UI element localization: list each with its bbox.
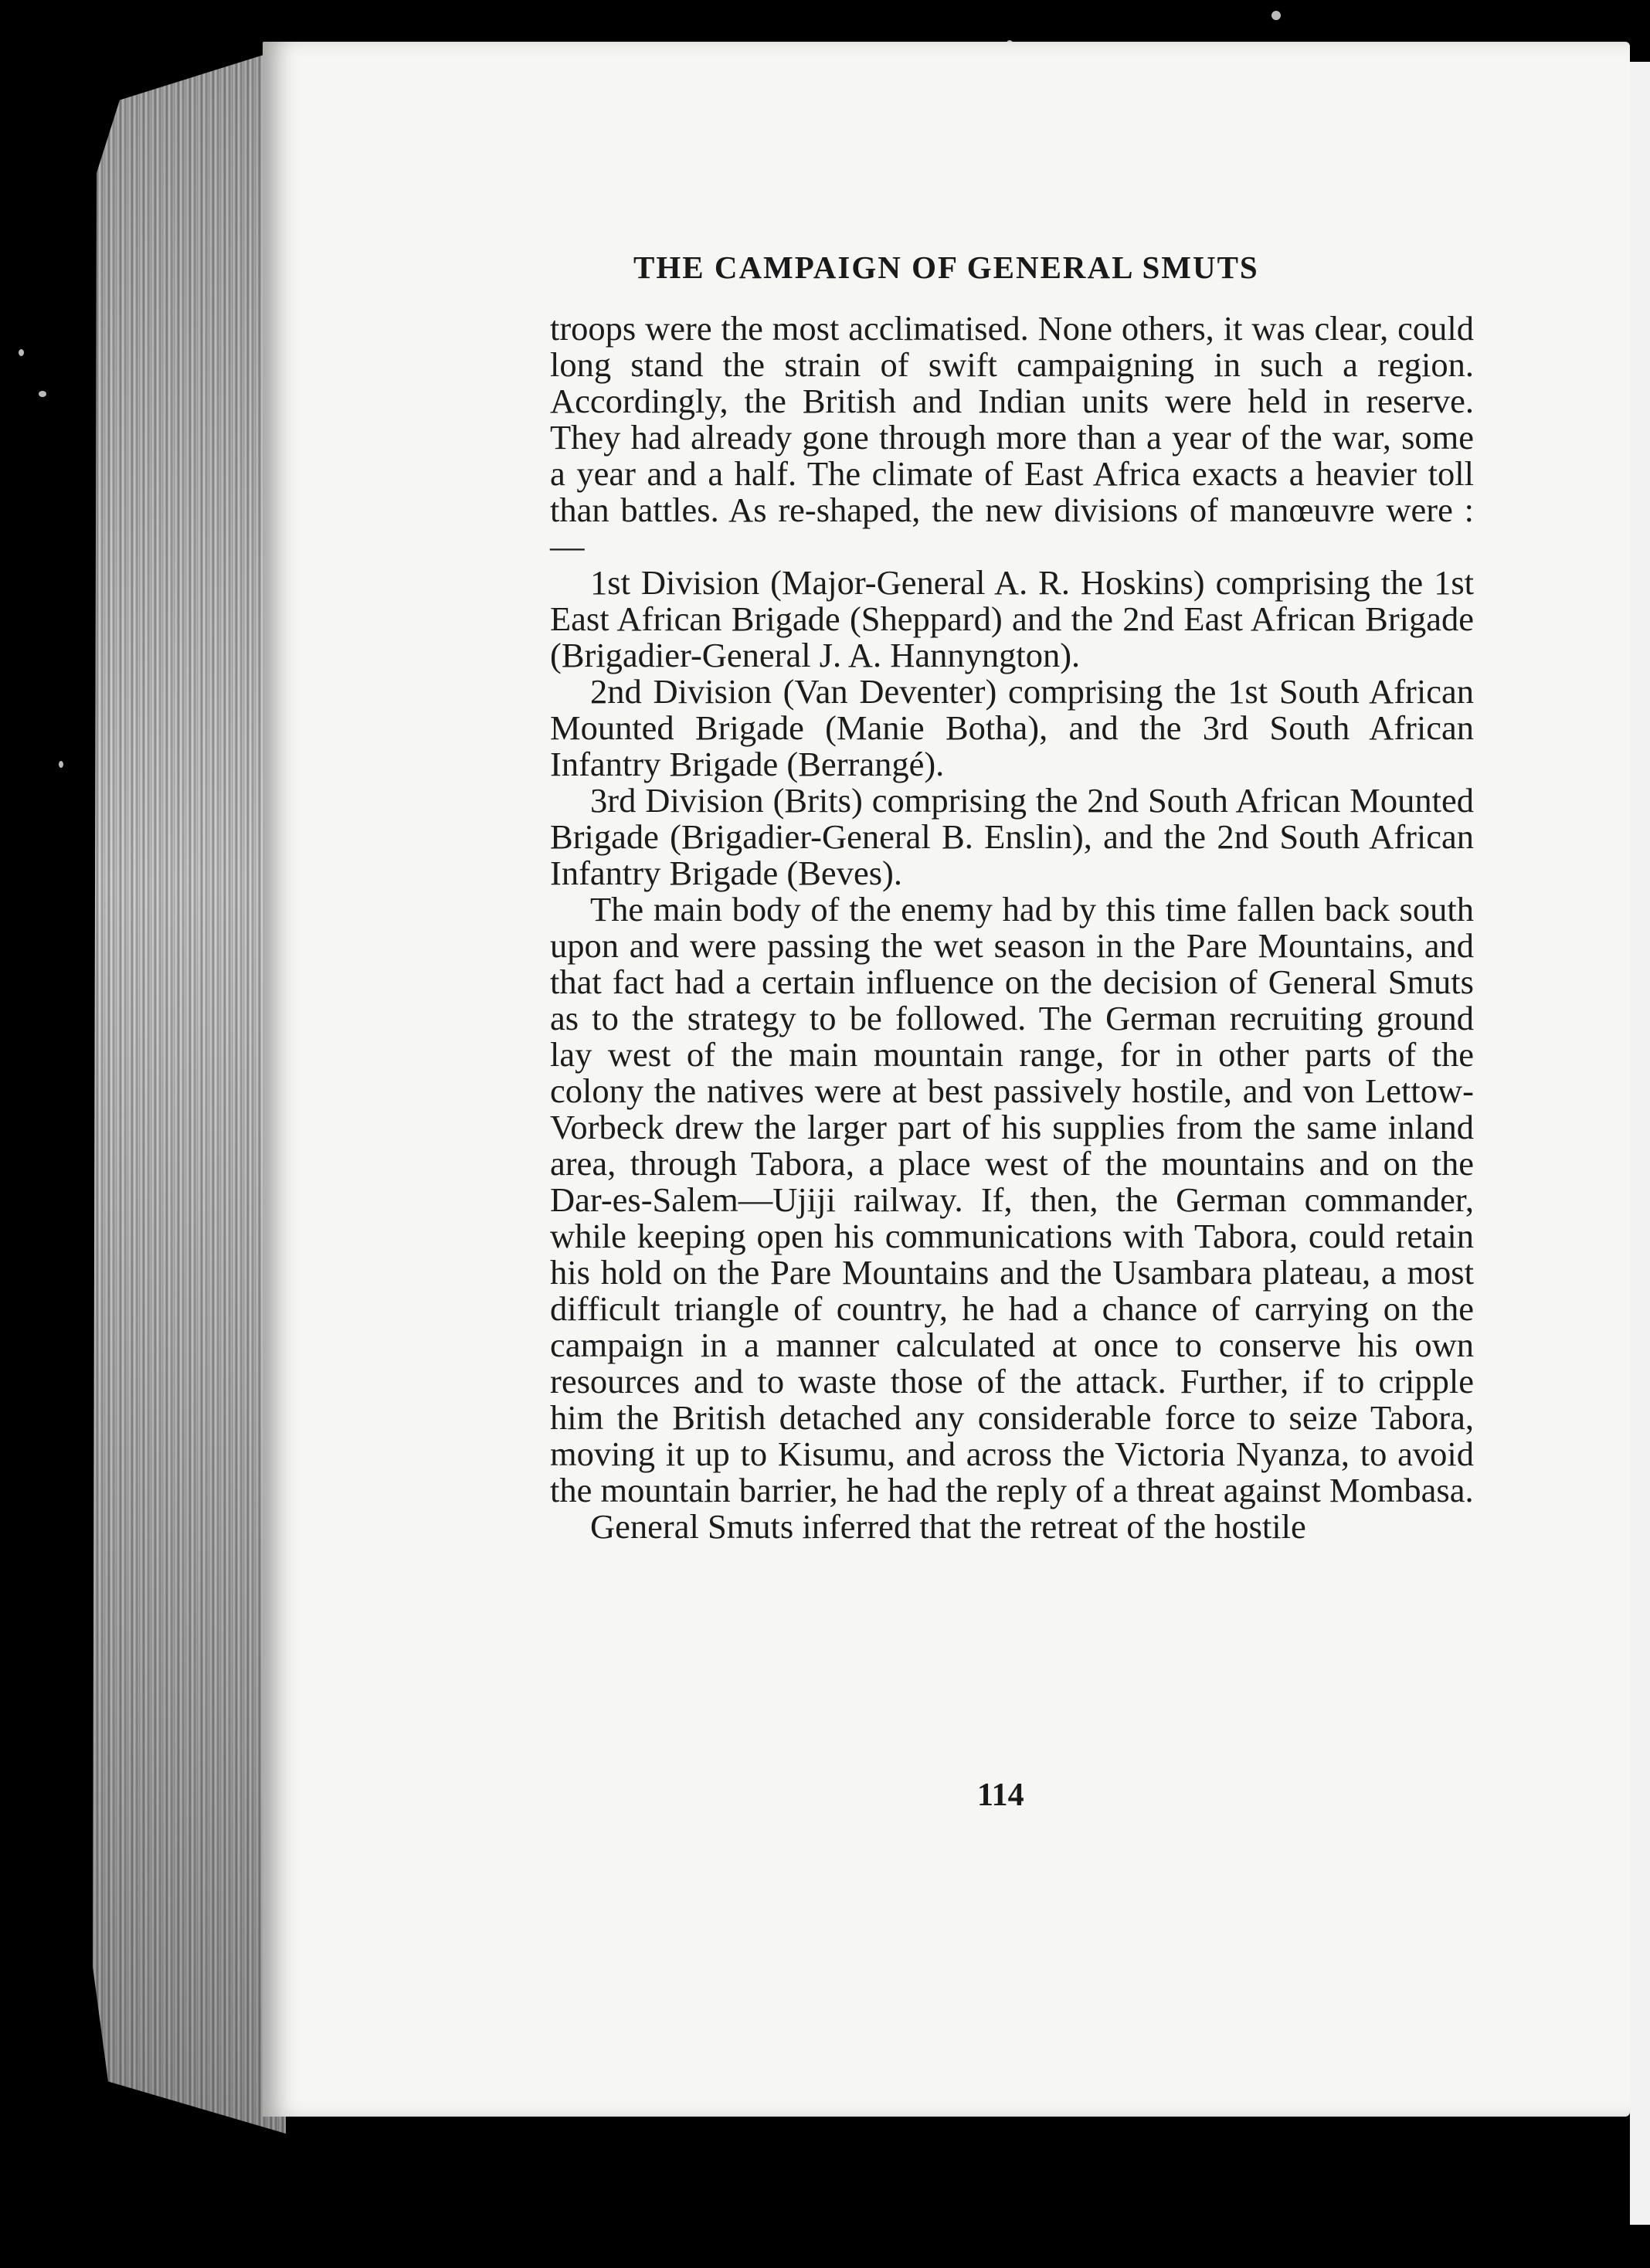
paragraph: 3rd Division (Brits) comprising the 2nd South African Mounted Brigade (Brigadier-General B. Enslin), and the 2nd South African Infantry Brigade (Beves). — [550, 781, 1474, 892]
paragraph: troops were the most acclimatised. None others, it was clear, could long stand the strain of swift campaigning in such a region. Accordingly, the British and Indian units were held in reserve. They had already gone through more than a year of the war, some a year and a half. The climate of East Africa exacts a heavier toll than battles. As re-shaped, the new divisions of manœuvre were :— — [550, 309, 1474, 565]
dust-speck — [1271, 11, 1281, 20]
paragraph: The main body of the enemy had by this time fallen back south upon and were passing the wet season in the Pare Mountains, and that fact had a certain influence on the decision of General Smuts as to the strategy to be followed. The German recruiting ground lay west of the main mountain range, for in other parts of the colony the natives were at best passively hostile, and von Lettow-Vorbeck drew the larger part of his supplies from the same inland area, through Tabora, a place west of the mountains and on the Dar-es-Salem—Ujiji railway. If, then, the German commander, while keeping open his communications with Tabora, could retain his hold on the Pare Mountains and the Usambara plateau, a most difficult triangle of country, he had a chance of carrying on the campaign in a manner calculated at once to conserve his own resources and to waste those of the attack. Further, if to cripple him the British detached any considerable force to seize Tabora, moving it up to Kisumu, and across the Victoria Nyanza, to avoid the mountain barrier, he had the reply of a threat against Mombasa. — [550, 890, 1474, 1509]
paragraph: 1st Division (Major-General A. R. Hoskins) comprising the 1st East African Brigade (Sheppard) and the 2nd East African Brigade (Brigadier-General J. A. Hannyngton). — [550, 563, 1474, 674]
dust-speck — [39, 391, 46, 397]
body-text — [550, 311, 1474, 1545]
paragraph: General Smuts inferred that the retreat of the hostile — [590, 1507, 1306, 1546]
page-edges — [93, 48, 286, 2134]
running-head: THE CAMPAIGN OF GENERAL SMUTS — [633, 250, 1259, 285]
facing-page-edge — [1630, 62, 1650, 2225]
page-number: 114 — [977, 1777, 1024, 1813]
dust-speck — [59, 761, 63, 768]
paragraph: 2nd Division (Van Deventer) comprising the 1st South African Mounted Brigade (Manie Botha), and the 3rd South African Infantry Brigade (Berrangé). — [550, 672, 1474, 783]
dust-speck — [19, 349, 24, 356]
